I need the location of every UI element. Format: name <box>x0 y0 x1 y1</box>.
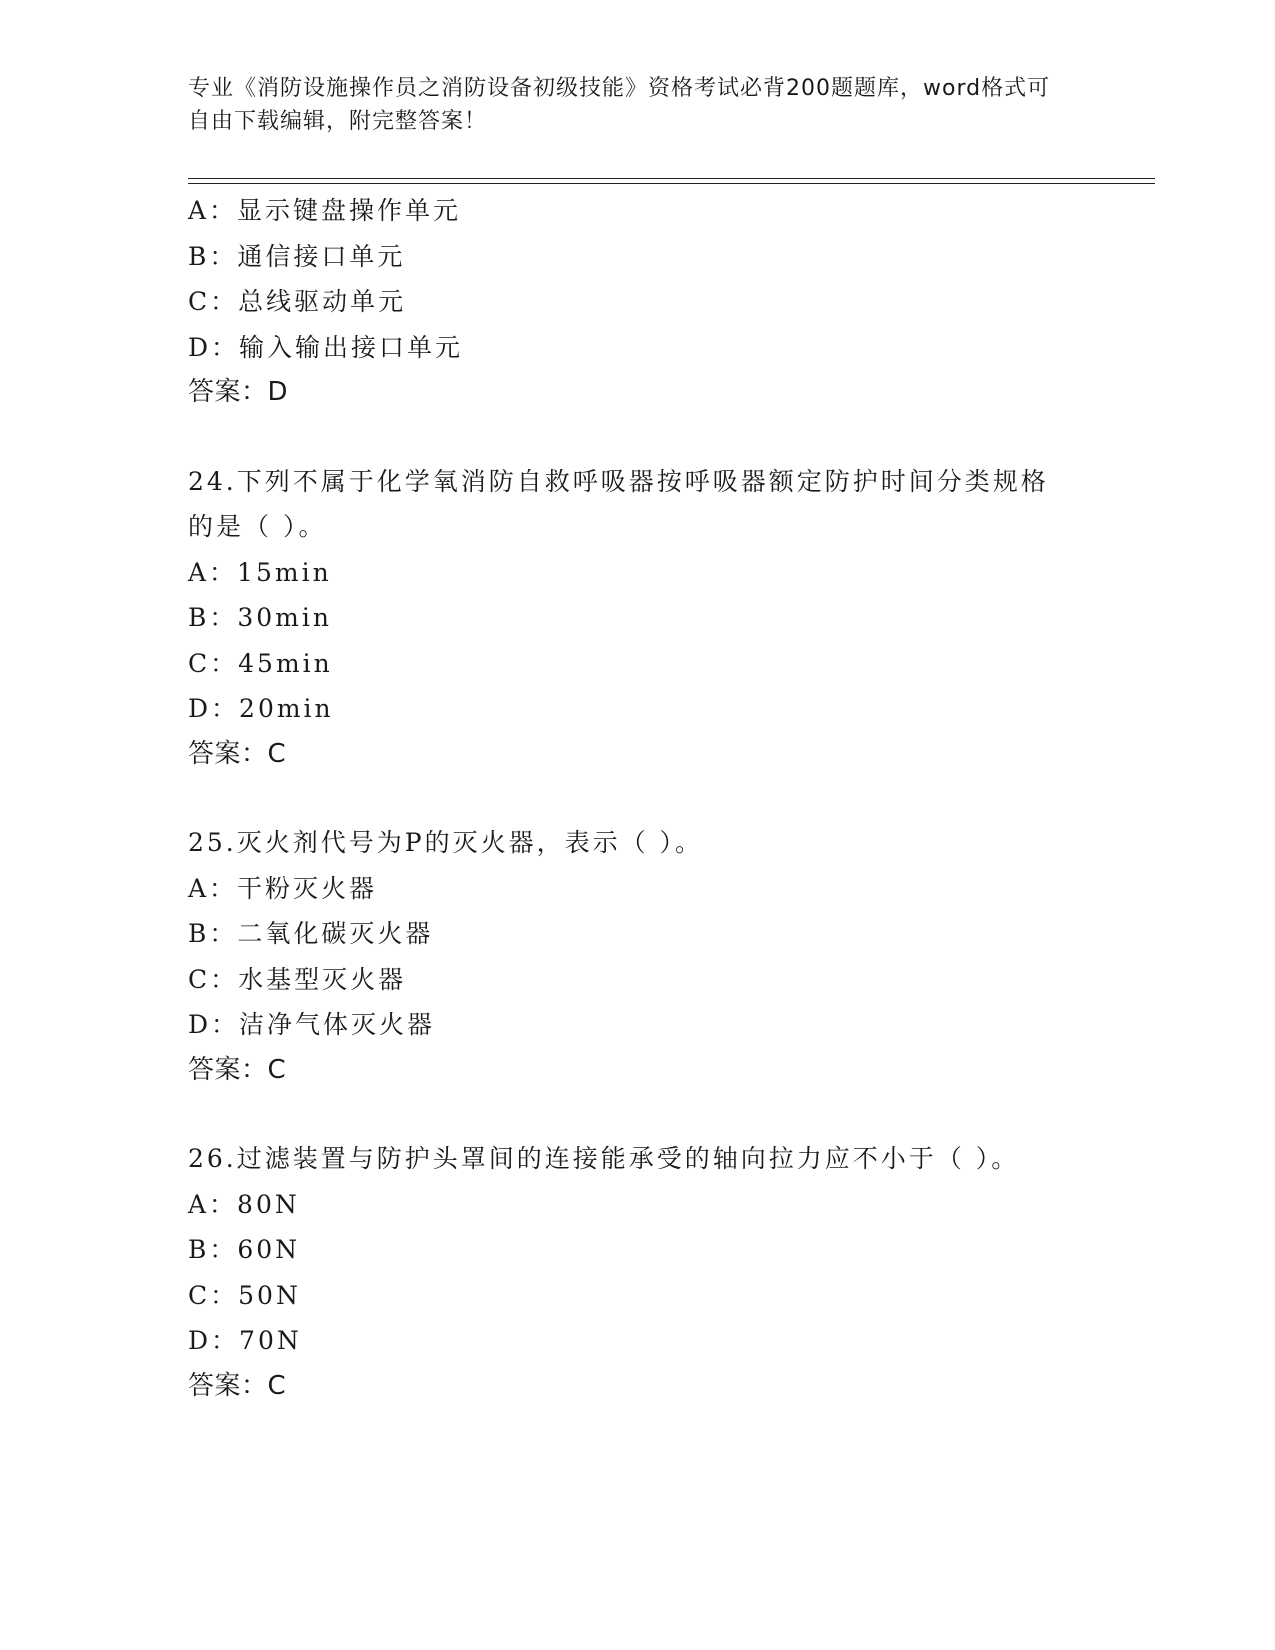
option-c: C：总线驱动单元 <box>188 287 407 316</box>
question-stem: 的是（ ）。 <box>188 512 327 541</box>
question-stem: 24.下列不属于化学氧消防自救呼吸器按呼吸器额定防护时间分类规格 <box>188 466 1049 496</box>
question-25 <box>188 820 1148 1093</box>
option-c: C：水基型灭火器 <box>188 964 407 994</box>
answer: 答案：C <box>188 1054 287 1085</box>
option-d: D：输入输出接口单元 <box>188 332 464 362</box>
answer: 答案：C <box>188 1370 287 1401</box>
header-rule-top <box>188 178 1155 179</box>
option-c: C：45min <box>188 648 333 678</box>
option-a: A：干粉灭火器 <box>188 873 378 903</box>
answer: 答案：D <box>188 377 289 407</box>
option-a: A：15min <box>188 557 332 587</box>
header-rule-bottom <box>188 183 1155 184</box>
option-a: A：显示键盘操作单元 <box>188 196 462 225</box>
question-stem: 26.过滤装置与防护头罩间的连接能承受的轴向拉力应不小于（ ）。 <box>188 1144 1020 1173</box>
document-header: 专业《消防设施操作员之消防设备初级技能》资格考试必背200题题库，word格式可自由下载编辑，附完整答案！ <box>188 76 1051 134</box>
option-b: B：二氧化碳灭火器 <box>188 919 434 948</box>
option-c: C：50N <box>188 1280 301 1310</box>
question-stem: 25.灭火剂代号为P的灭火器，表示（ ）。 <box>188 828 704 857</box>
option-a: A：80N <box>188 1189 300 1219</box>
option-d: D：洁净气体灭火器 <box>188 1010 436 1039</box>
question-content <box>188 188 1148 1409</box>
option-b: B：30min <box>188 603 332 632</box>
option-b: B：60N <box>188 1235 301 1264</box>
option-d: D：70N <box>188 1326 302 1355</box>
option-d: D：20min <box>188 694 334 723</box>
question-23-tail <box>188 188 1148 416</box>
answer: 答案：C <box>188 738 287 769</box>
question-26 <box>188 1136 1148 1409</box>
question-24 <box>188 459 1148 778</box>
option-b: B：通信接口单元 <box>188 241 406 271</box>
